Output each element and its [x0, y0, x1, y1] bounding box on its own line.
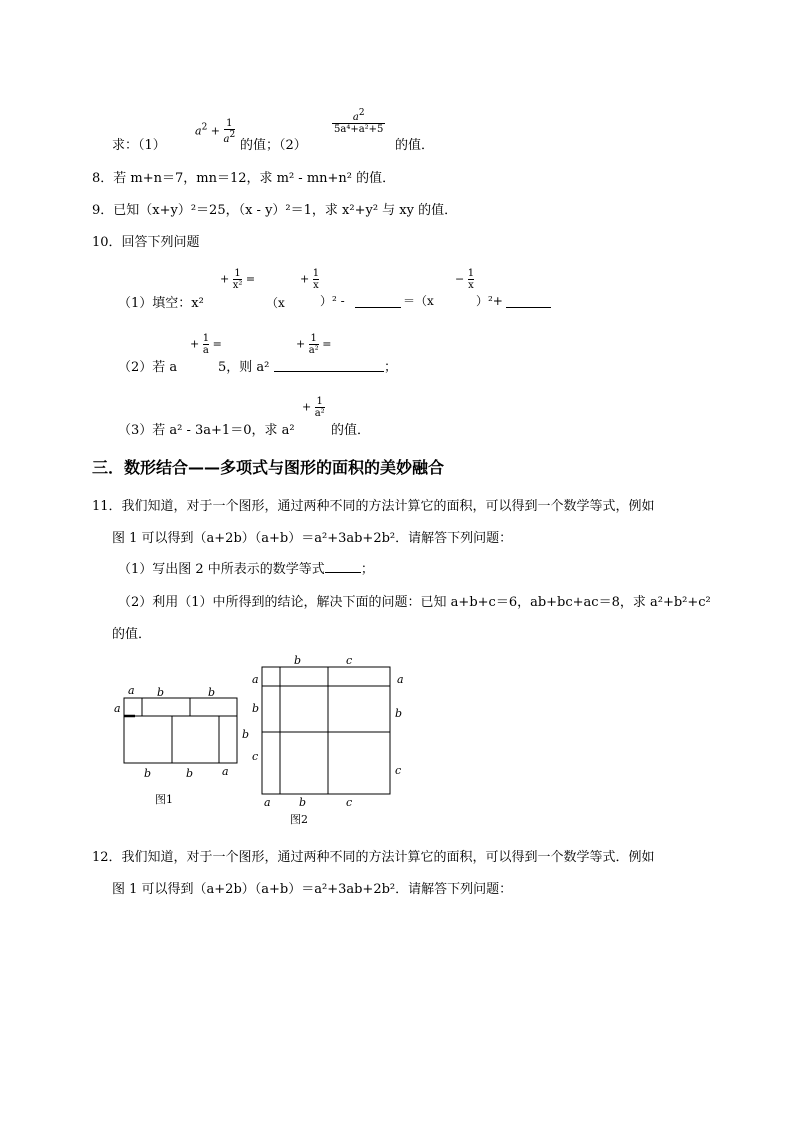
figure1-top-label-2: b: [157, 686, 165, 699]
q10-part3-end: 的值．: [331, 423, 371, 438]
q9-text: 9．已知（x+y）²＝25，（x - y）²＝1，求 x²+y² 与 xy 的值．: [92, 203, 458, 218]
figure2-right-label-2: b: [395, 707, 403, 720]
q10-part1-mid3: ＝（x: [403, 294, 434, 308]
figure2-bottom-label-1: a: [264, 796, 271, 809]
figure2-bottom-label-3: c: [346, 796, 353, 809]
q11-line5: 的值．: [112, 627, 152, 642]
figure2-caption: 图2: [290, 813, 308, 826]
q10-part1-frac2: + $\frac{1}{x}$: [300, 268, 320, 291]
figure2-left-label-1: a: [252, 673, 259, 686]
figure1-caption: 图1: [155, 793, 173, 806]
figure2-bottom-label-2: b: [299, 796, 307, 809]
figure2-top-label-2: c: [346, 654, 353, 667]
figure1: [124, 698, 237, 763]
figure2-left-label-3: c: [252, 750, 259, 763]
q10-part1-blank2[interactable]: [506, 292, 551, 308]
q7-expr1: $a^2$ + $\frac{1}{a2}$: [195, 118, 236, 145]
figure1-bottom-label-2: b: [186, 767, 194, 780]
figure1-right-label: b: [242, 728, 250, 741]
q10-part2-frac1: + $\frac{1}{a}$ =: [190, 333, 222, 356]
figure2-top-label-1: b: [294, 654, 302, 667]
q10-part1-frac3: − $\frac{1}{x}$: [455, 268, 475, 291]
figure2: [262, 667, 390, 794]
q10-part3-frac: + $\frac{1}{\text{a²}}$: [302, 396, 325, 419]
figure1-bottom-label-3: a: [222, 765, 229, 778]
figure1-left-label: a: [114, 702, 121, 715]
figure1-top-label-1: a: [128, 684, 135, 697]
section-heading: 三．数形结合——多项式与图形的面积的美妙融合: [92, 458, 445, 477]
figures: [100, 640, 430, 830]
q11-line3: （1）写出图 2 中所表示的数学等式 ；: [118, 558, 374, 577]
q12-line1: 12．我们知道，对于一个图形，通过两种不同的方法计算它的面积，可以得到一个数学等式．例如: [92, 850, 655, 865]
q10-part1-mid4: ）²+: [476, 294, 503, 308]
q12-line2: 图 1 可以得到（a+2b）（a+b）＝a²+3ab+2b²．请解答下列问题：: [112, 882, 513, 897]
figure2-left-label-2: b: [252, 702, 260, 715]
q8-text: 8．若 m+n＝7，mn＝12，求 m² - mn+n² 的值．: [92, 171, 396, 186]
q10-part1-mid2: ）² -: [320, 294, 345, 308]
figure1-top-label-3: b: [208, 686, 216, 699]
figure2-right-label-3: c: [395, 764, 402, 777]
q7-fraction2: $\frac{a2}{\text{5a⁴+a²+5}}$: [334, 108, 384, 135]
q10-part1-blank1[interactable]: [355, 292, 401, 308]
q10-part2-mid: 5，则 a²: [218, 360, 270, 375]
q10-part1-frac1: + $\frac{1}{\text{x²}}$ =: [220, 268, 256, 291]
q7-value2: 的值．: [395, 138, 435, 153]
q11-blank[interactable]: [325, 559, 361, 573]
q11-line4: （2）利用（1）中所得到的结论，解决下面的问题：已知 a+b+c＝6，ab+bc+ac＝8，求 a²+b²+c²: [118, 595, 711, 610]
q10-title: 10．回答下列问题: [92, 235, 200, 250]
figure1-outer-rect: [124, 698, 237, 763]
q7-value1: 的值；（2）: [240, 138, 307, 153]
figure1-bottom-label-1: b: [144, 767, 152, 780]
q7-ask: 求：（1）: [112, 138, 166, 153]
q10-part1-label: （1）填空：x²: [118, 296, 204, 311]
figure2-right-label-1: a: [397, 673, 404, 686]
q11-line2: 图 1 可以得到（a+2b）（a+b）＝a²+3ab+2b²．请解答下列问题：: [112, 531, 513, 546]
q10-part1-mid1: （x: [266, 296, 285, 310]
q10-part3-label: （3）若 a² - 3a+1＝0，求 a²: [118, 423, 295, 438]
q10-part2-blank[interactable]: [274, 356, 384, 372]
q11-line1: 11．我们知道，对于一个图形，通过两种不同的方法计算它的面积，可以得到一个数学等式，例如: [92, 499, 655, 514]
q10-part2-label: （2）若 a: [118, 360, 178, 375]
q10-part2-frac2: + $\frac{1}{\text{a²}}$ =: [296, 333, 332, 356]
q10-part2-end: ；: [384, 360, 398, 375]
